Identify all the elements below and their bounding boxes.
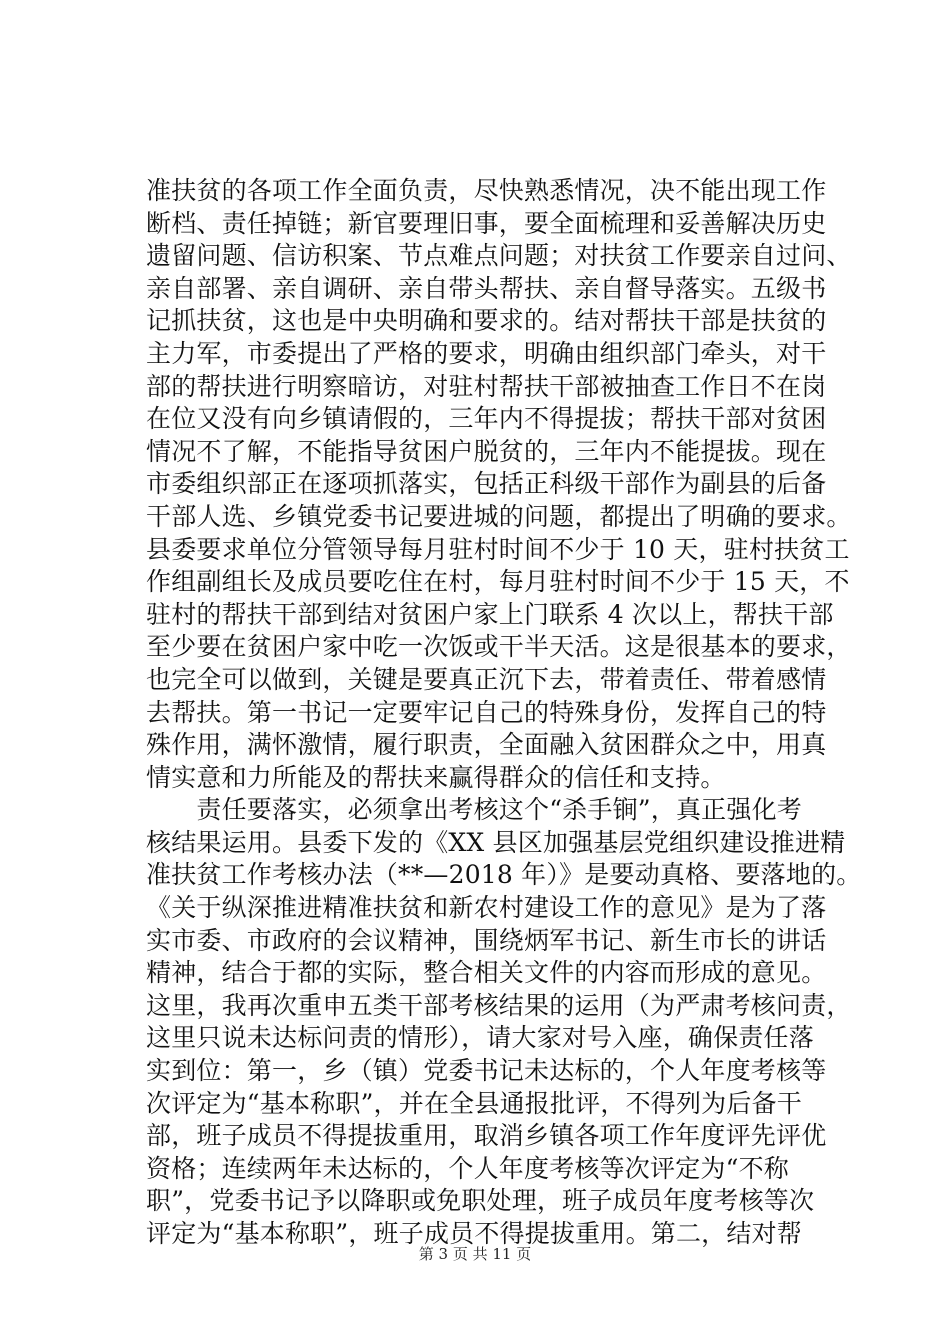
body-text [146,175,862,1251]
text-line: 去帮扶。第一书记一定要牢记自己的特殊身份，发挥自己的特 [146,697,827,727]
text-line: 驻村的帮扶干部到结对贫困户家上门联系 4 次以上，帮扶干部 [146,599,834,629]
text-line: 准扶贫工作考核办法（**—2018 年）》是要动真格、要落地的。 [146,860,862,890]
text-line: 也完全可以做到，关键是要真正沉下去，带着责任、带着感情 [146,664,827,694]
text-line: 资格；连续两年未达标的，个人年度考核等次评定为“不称 [146,1153,789,1183]
text-line: 殊作用，满怀激情，履行职责，全面融入贫困群众之中，用真 [146,730,827,760]
text-line: 遗留问题、信访积案、节点难点问题；对扶贫工作要亲自过问、 [146,241,852,271]
text-line: 部，班子成员不得提拔重用，取消乡镇各项工作年度评先评优 [146,1121,827,1151]
text-line: 情实意和力所能及的帮扶来赢得群众的信任和支持。 [146,762,726,792]
paragraph-start-line: 责任要落实，必须拿出考核这个“杀手锏”，真正强化考 [146,795,802,825]
text-line: 市委组织部正在逐项抓落实，包括正科级干部作为副县的后备 [146,469,827,499]
text-line: 核结果运用。县委下发的《XX 县区加强基层党组织建设推进精 [146,827,846,857]
page-number-footer: 第 3 页 共 11 页 [418,1245,532,1263]
text-line: 记抓扶贫，这也是中央明确和要求的。结对帮扶干部是扶贫的 [146,306,827,336]
text-line: 亲自部署、亲自调研、亲自带头帮扶、亲自督导落实。五级书 [146,273,827,303]
text-line: 至少要在贫困户家中吃一次饭或干半天活。这是很基本的要求， [146,632,852,662]
text-line: 县委要求单位分管领导每月驻村时间不少于 10 天，驻村扶贫工 [146,534,850,564]
text-line: 这里只说未达标问责的情形），请大家对号入座，确保责任落 [146,1023,814,1053]
text-line: 这里，我再次重申五类干部考核结果的运用（为严肃考核问责， [146,990,852,1020]
text-line: 职”，党委书记予以降职或免职处理，班子成员年度考核等次 [146,1186,815,1216]
text-line: 实到位：第一，乡（镇）党委书记未达标的，个人年度考核等 [146,1056,827,1086]
text-line: 情况不了解，不能指导贫困户脱贫的，三年内不能提拔。现在 [146,436,827,466]
text-line: 实市委、市政府的会议精神，围绕炳军书记、新生市长的讲话 [146,925,827,955]
text-line: 作组副组长及成员要吃住在村，每月驻村时间不少于 15 天，不 [146,567,850,597]
text-line: 精神，结合于都的实际，整合相关文件的内容而形成的意见。 [146,958,827,988]
text-line: 干部人选、乡镇党委书记要进城的问题，都提出了明确的要求。 [146,501,852,531]
text-line: 准扶贫的各项工作全面负责，尽快熟悉情况，决不能出现工作 [146,176,827,205]
text-line: 《关于纵深推进精准扶贫和新农村建设工作的意见》是为了落 [146,893,827,923]
text-line: 在位又没有向乡镇请假的，三年内不得提拔；帮扶干部对贫困 [146,404,827,434]
text-line: 评定为“基本称职”，班子成员不得提拔重用。第二，结对帮 [146,1219,802,1248]
text-line: 主力军，市委提出了严格的要求，明确由组织部门牵头，对干 [146,338,827,368]
text-line: 断档、责任掉链；新官要理旧事，要全面梳理和妥善解决历史 [146,208,827,238]
text-line: 次评定为“基本称职”，并在全县通报批评，不得列为后备干 [146,1088,802,1118]
text-line: 部的帮扶进行明察暗访，对驻村帮扶干部被抽查工作日不在岗 [146,371,827,401]
